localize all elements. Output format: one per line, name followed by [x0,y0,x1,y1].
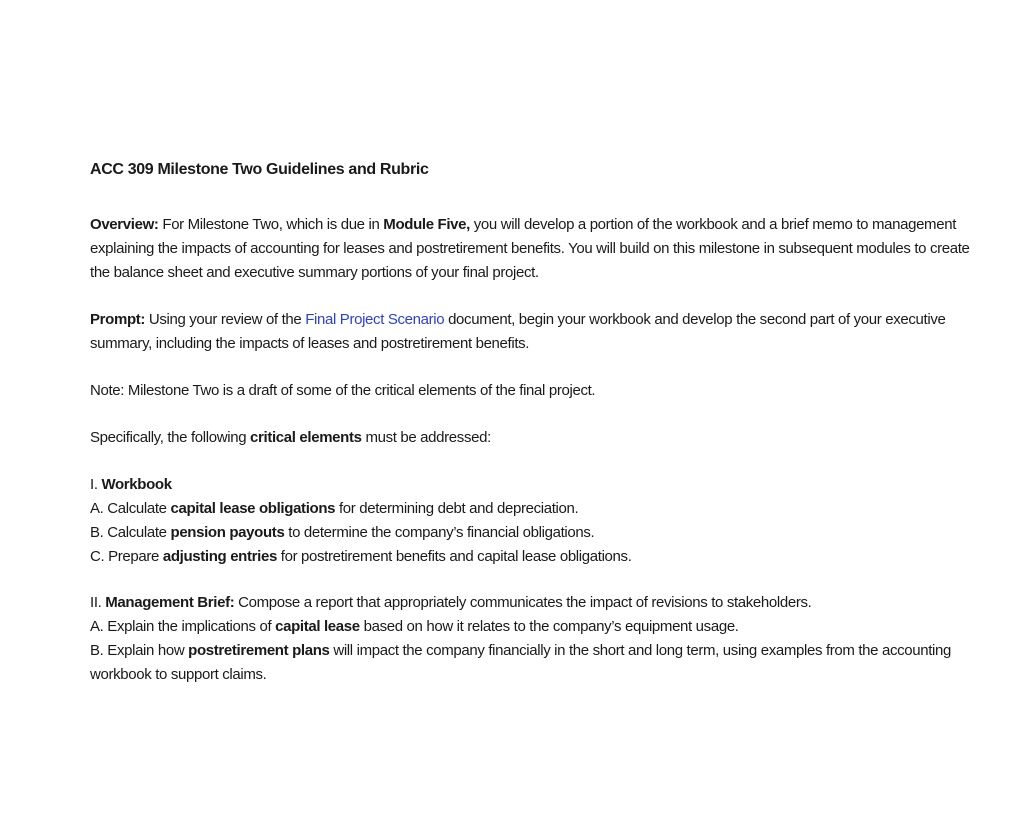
workbook-item-c [90,545,970,569]
management-brief-item-a [90,615,970,639]
workbook-heading [90,473,970,497]
management-brief-section [90,591,970,687]
item-bold: postretirement plans [188,642,330,659]
management-brief-heading-text: Management Brief: [105,594,235,611]
specifically-text-2: must be addressed: [361,429,491,446]
management-brief-prefix: II. [90,594,106,611]
item-text: to determine the company’s financial obligations. [284,524,595,541]
item-text: for postretirement benefits and capital lease obligations. [276,548,632,565]
item-text: B. Explain how [90,642,189,659]
prompt-text-1: Using your review of the [145,311,306,328]
critical-elements-text: critical elements [250,429,362,446]
overview-text-1: For Milestone Two, which is due in [158,216,384,233]
management-brief-item-b-line-2: workbook to support claims. [90,666,267,683]
specifically-paragraph [90,426,970,450]
workbook-heading-text: Workbook [101,476,172,493]
prompt-text-2: document, begin your workbook and develop the second part of your executive [444,311,946,328]
workbook-item-b [90,521,970,545]
overview-line-2: explaining the impacts of accounting for leases and postretirement benefits. You will build on this milestone in subsequent modules to create [90,240,970,257]
note-paragraph: Note: Milestone Two is a draft of some of the critical elements of the final project. [90,382,596,399]
document-title: ACC 309 Milestone Two Guidelines and Rubric [90,161,429,178]
item-text: B. Calculate [90,524,171,541]
prompt-line-2: summary, including the impacts of leases and postretirement benefits. [90,335,530,352]
item-text: for determining debt and depreciation. [335,500,579,517]
final-project-scenario-link[interactable]: Final Project Scenario [305,311,445,328]
management-brief-item-b [90,639,970,663]
workbook-section [90,473,970,569]
management-brief-desc: Compose a report that appropriately communicates the impact of revisions to stakeholders. [234,594,812,611]
management-brief-heading [90,591,970,615]
item-bold: pension payouts [170,524,285,541]
specifically-text-1: Specifically, the following [90,429,251,446]
prompt-paragraph [90,308,970,356]
prompt-line-1 [90,308,970,332]
workbook-item-a [90,497,970,521]
document-page [90,158,970,709]
item-bold: capital lease obligations [170,500,336,517]
prompt-label: Prompt: [90,311,146,328]
overview-module: Module Five, [383,216,470,233]
overview-label: Overview: [90,216,159,233]
overview-text-2: you will develop a portion of the workbook and a brief memo to management [469,216,957,233]
overview-line-1 [90,213,970,237]
item-text: A. Explain the implications of [90,618,276,635]
item-bold: adjusting entries [162,548,277,565]
item-text: will impact the company financially in the short and long term, using examples from the accounting [329,642,952,659]
item-text: A. Calculate [90,500,171,517]
item-text: based on how it relates to the company’s equipment usage. [359,618,739,635]
workbook-prefix: I. [90,476,102,493]
item-bold: capital lease [275,618,360,635]
overview-line-3: the balance sheet and executive summary portions of your final project. [90,264,539,281]
item-text: C. Prepare [90,548,163,565]
overview-paragraph [90,213,970,285]
